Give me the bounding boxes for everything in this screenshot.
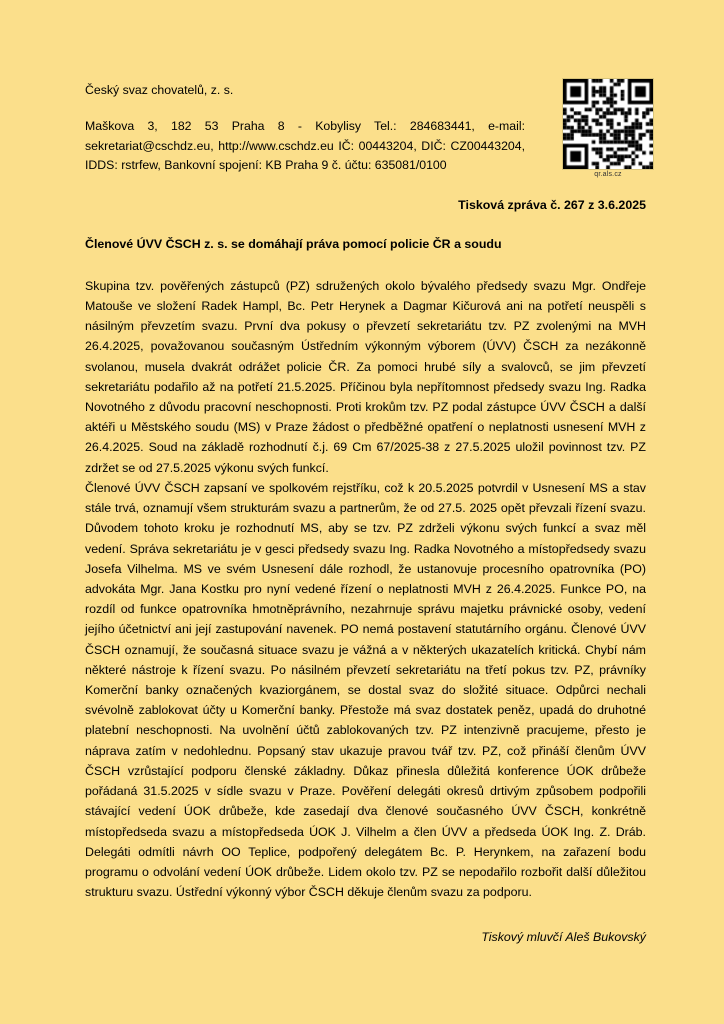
qr-code-caption: qr.als.cz [594,171,622,178]
signature-line: Tiskový mluvčí Aleš Bukovský [481,930,646,945]
paragraph-2: Členové ÚVV ČSCH zapsaní ve spolkovém rejstříku, což k 20.5.2025 potvrdil v Usnesení MS a stav stále trvá, oznamují všem strukturám svazu a partnerům, že od 27.5. 2025 opět převzali řízení svazu. Důvodem tohoto kroku je rozhodnutí MS, aby se tzv. PZ zdrželi výkonu svých funkcí a svaz měl vedení. Správa sekretariátu je v gesci předsedy svazu Ing. Radka Novotného a místopředsedy svazu Josefa Vilhelma. MS ve svém Usnesení dále rozhodl, že ustanovuje procesního opatrovníka (PO) advokáta Mgr. Jana Kostku pro nyní vedené řízení o neplatnosti MVH z 26.4.2025. Funkce PO, na rozdíl od funkce opatrovníka hmotněprávního, nezahrnuje správu majetku právnické osoby, vedení jejího účetnictví ani její zastupování navenek. PO nemá postavení statutárního orgánu. Členové ÚVV ČSCH oznamují, že současná situace svazu je vážná a v některých ukazatelích kritická. Chybí nám některé nástroje k řízení svazu. Po násilném převzetí sekretariátu na třetí pokus tzv. PZ, právníky Komerční banky označených kvaziorgánem, se dostal svaz do složité situace. Odpůrci nechali svévolně zablokovat účty u Komerční banky. Přestože má svaz dostatek peněz, upadá do druhotné platební neschopnosti. Na uvolnění účtů zablokovaných tzv. PZ intenzivně pracujeme, přesto je náprava zatím v nedohlednu. Popsaný stav ukazuje pravou tvář tzv. PZ, což přináší členům ÚVV ČSCH vzrůstající podporu členské základny. Důkaz přinesla důležitá konference ÚOK drůbeže pořádaná 31.5.2025 v sídle svazu v Praze. Pověření delegáti okresů drtivým způsobem podpořili stávající vedení ÚOK drůbeže, kde zasedají dva členové současného ÚVV ČSCH, konkrétně místopředseda svazu a místopředseda ÚOK J. Vilhelm a člen ÚVV a předseda ÚOK Ing. Z. Dráb. Delegáti odmítli návrh OO Teplice, podpořený delegátem Bc. P. Herynkem, na zařazení bodu programu o odvolání vedení ÚOK drůbeže. Lidem okolo tzv. PZ se nepodařilo rozbořit další důležitou strukturu svazu. Ústřední výkonný výbor ČSCH děkuje členům svazu za podporu. [85,480,646,900]
page-title: Členové ÚVV ČSCH z. s. se domáhají práva pomocí policie ČR a soudu [85,237,502,252]
qr-code-icon [562,78,654,170]
contact-details: Maškova 3, 182 53 Praha 8 - Kobylisy Tel.: 284683441, e-mail: sekretariat@cschdz.eu, http://www.cschdz.eu IČ: 00443204, DIČ: CZ00443204, IDDS: rstrfew, Bankovní spojení: KB Praha 9 č. účtu: 635081/0100 [85,118,525,173]
qr-code-canvas [563,79,653,169]
organization-name: Český svaz chovatelů, z. s. [85,83,234,97]
press-release-number: Tisková zpráva č. 267 z 3.6.2025 [458,198,646,213]
paragraph-1: Skupina tzv. pověřených zástupců (PZ) sdružených okolo bývalého předsedy svazu Mgr. Ondřeje Matouše ve složení Radek Hampl, Bc. Petr Herynek a Dagmar Kičurová ani na potřetí neuspěli s násilným převzetím svazu. První dva pokusy o převzetí sekretariátu tzv. PZ zvolenými na MVH 26.4.2025, považovanou současným Ústředním výkonným výborem (ÚVV) ČSCH za nezákonně svolanou, musela dvakrát odrážet policie ČR. Za pomoci hrubé síly a svalovců, se jim převzetí sekretariátu podařilo až na potřetí 21.5.2025. Příčinou byla nepřítomnost předsedy svazu Ing. Radka Novotného z důvodu pracovní neschopnosti. Proti krokům tzv. PZ podal zástupce ÚVV ČSCH a další aktéři u Městského soudu (MS) v Praze žádost o předběžné opatření o neplatnosti usnesení MVH z 26.4.2025. Soud na základě rozhodnutí č.j. 69 Cm 67/2025-38 z 27.5.2025 uložil povinnost tzv. PZ zdržet se od 27.5.2025 výkonu svých funkcí. [85,278,646,475]
article-body [85,276,646,903]
qr-code-block [562,78,654,178]
